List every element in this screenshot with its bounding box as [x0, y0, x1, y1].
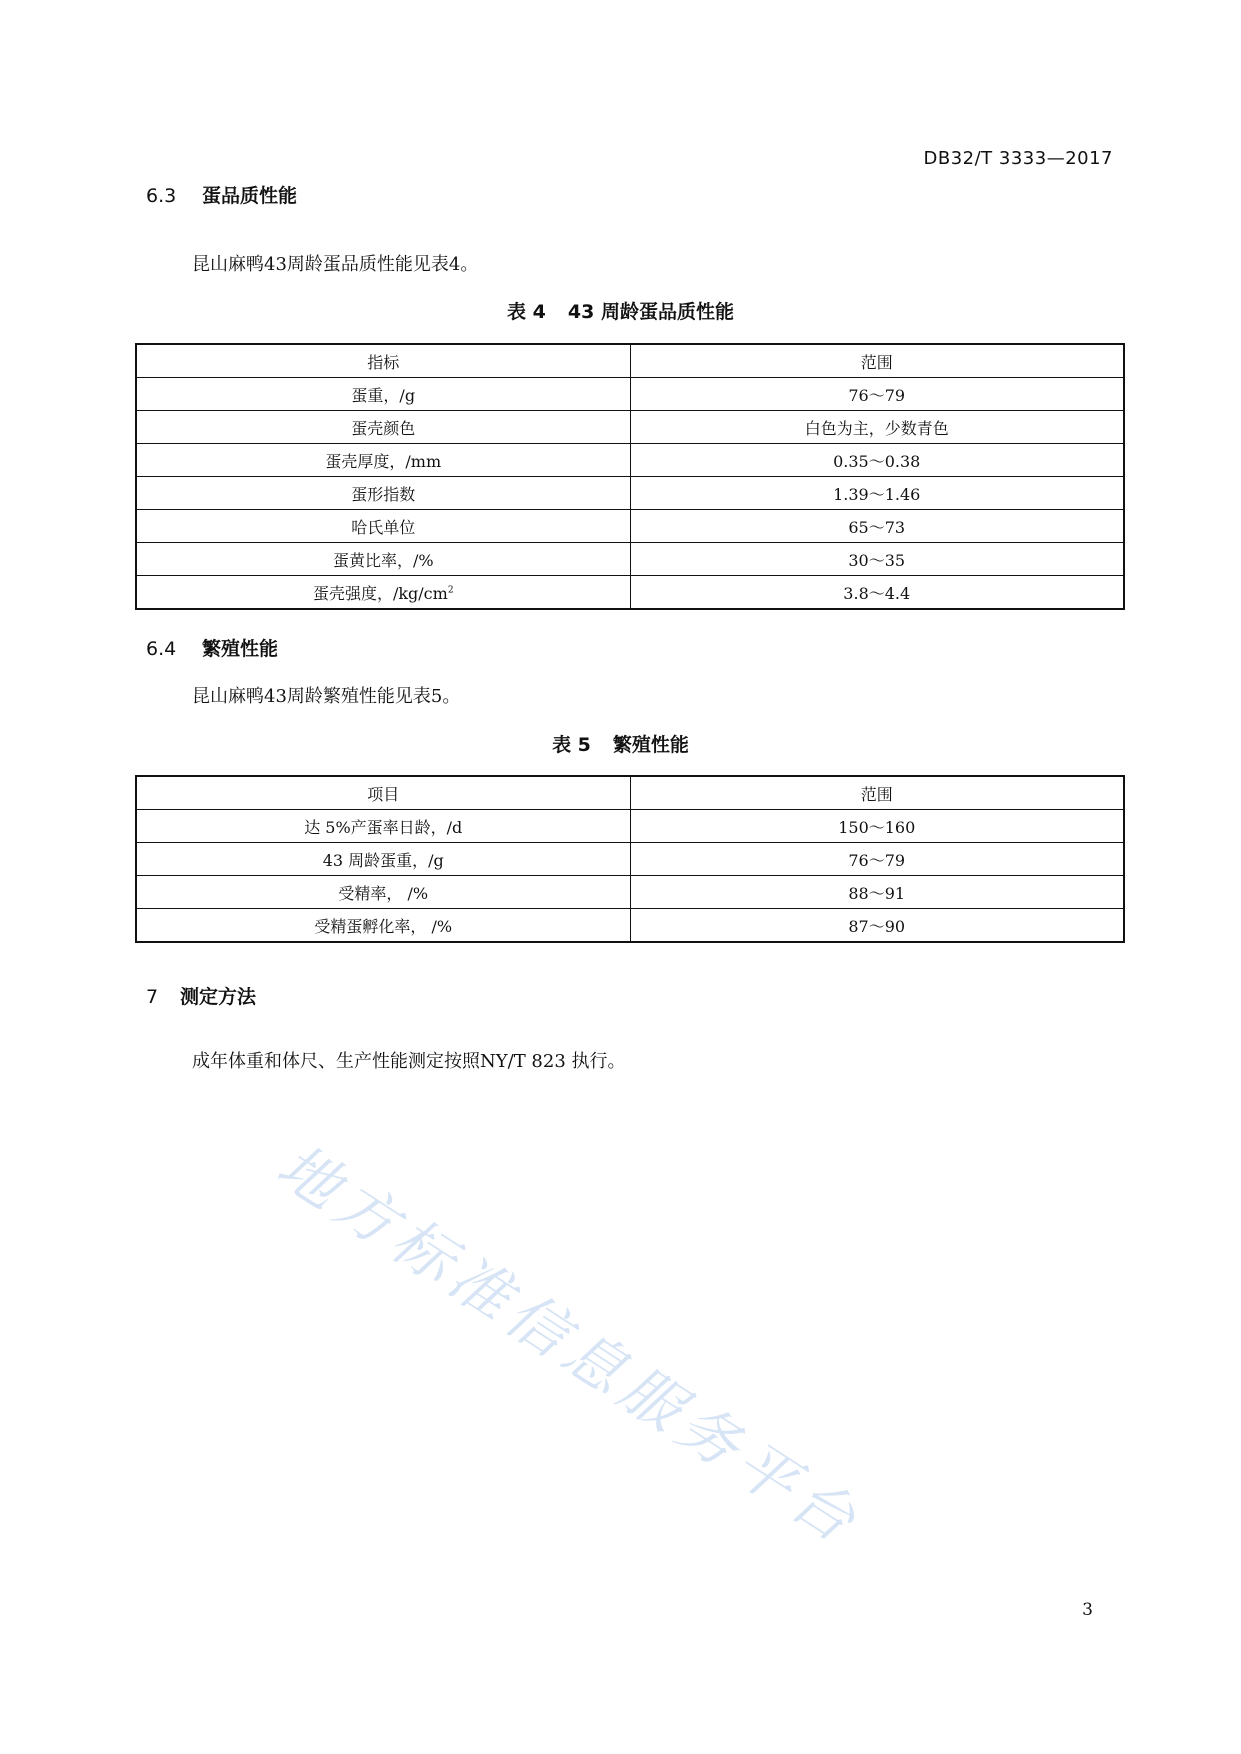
section-paragraph-6-3: 昆山麻鸭43周龄蛋品质性能见表4。: [192, 254, 479, 275]
table-cell: 受精蛋孵化率， /%: [136, 909, 630, 943]
watermark-text: 地方标准信息服务平台: [264, 1130, 874, 1560]
table-row: [136, 444, 1124, 477]
section-number: 6.4: [146, 638, 177, 660]
table-cell: 30～35: [630, 543, 1124, 576]
table-cell: 受精率， /%: [136, 876, 630, 909]
section-paragraph-7: 成年体重和体尺、生产性能测定按照NY/T 823 执行。: [192, 1051, 626, 1072]
document-code: DB32/T 3333—2017: [923, 148, 1113, 169]
table-cell: 3.8～4.4: [630, 576, 1124, 610]
section-number: 6.3: [146, 185, 177, 207]
page-number: 3: [1082, 1600, 1093, 1620]
egg-quality-table: [135, 343, 1125, 610]
table-cell: 87～90: [630, 909, 1124, 943]
reproduction-table: [135, 775, 1125, 943]
header-cell: 范围: [630, 344, 1124, 378]
table-cell: 0.35～0.38: [630, 444, 1124, 477]
table-cell: 43 周龄蛋重，/g: [136, 843, 630, 876]
table-row: [136, 543, 1124, 576]
section-heading-7: [146, 982, 256, 1009]
table-header-row: [136, 344, 1124, 378]
table-5-caption: [0, 730, 1241, 757]
table-cell: 蛋壳颜色: [136, 411, 630, 444]
table-cell: 蛋黄比率，/%: [136, 543, 630, 576]
table-cell: 蛋形指数: [136, 477, 630, 510]
table-row: [136, 909, 1124, 943]
section-paragraph-6-4: 昆山麻鸭43周龄繁殖性能见表5。: [192, 686, 461, 707]
table-caption-title: 43 周龄蛋品质性能: [567, 301, 734, 323]
table-header-row: [136, 776, 1124, 810]
header-cell: 项目: [136, 776, 630, 810]
section-heading-6-3: [146, 181, 297, 208]
table-row: [136, 510, 1124, 543]
table-caption-title: 繁殖性能: [612, 734, 689, 756]
section-title: 蛋品质性能: [202, 185, 298, 207]
section-title: 繁殖性能: [202, 638, 279, 660]
table-cell: [136, 576, 630, 610]
table-cell: 65～73: [630, 510, 1124, 543]
section-title: 测定方法: [180, 986, 257, 1008]
table-cell: 哈氏单位: [136, 510, 630, 543]
table-row: [136, 411, 1124, 444]
table-cell: 88～91: [630, 876, 1124, 909]
section-heading-6-4: [146, 634, 278, 661]
table-row: [136, 576, 1124, 610]
table-cell: 76～79: [630, 843, 1124, 876]
table-caption-number: 表 4: [507, 301, 546, 323]
table-cell: 蛋壳厚度，/mm: [136, 444, 630, 477]
table-row: [136, 810, 1124, 843]
table-row: [136, 378, 1124, 411]
table-cell: 达 5%产蛋率日龄，/d: [136, 810, 630, 843]
table-row: [136, 477, 1124, 510]
table-4-caption: [0, 297, 1241, 324]
table-cell: 白色为主，少数青色: [630, 411, 1124, 444]
table-cell: 蛋重，/g: [136, 378, 630, 411]
table-caption-number: 表 5: [552, 734, 591, 756]
table-cell: 150～160: [630, 810, 1124, 843]
table-row: [136, 843, 1124, 876]
table-cell: 76～79: [630, 378, 1124, 411]
cell-text: 蛋壳强度，/kg/cm: [312, 583, 448, 603]
header-cell: 范围: [630, 776, 1124, 810]
table-row: [136, 876, 1124, 909]
section-number: 7: [146, 986, 159, 1008]
table-cell: 1.39～1.46: [630, 477, 1124, 510]
header-cell: 指标: [136, 344, 630, 378]
superscript: 2: [447, 585, 454, 596]
